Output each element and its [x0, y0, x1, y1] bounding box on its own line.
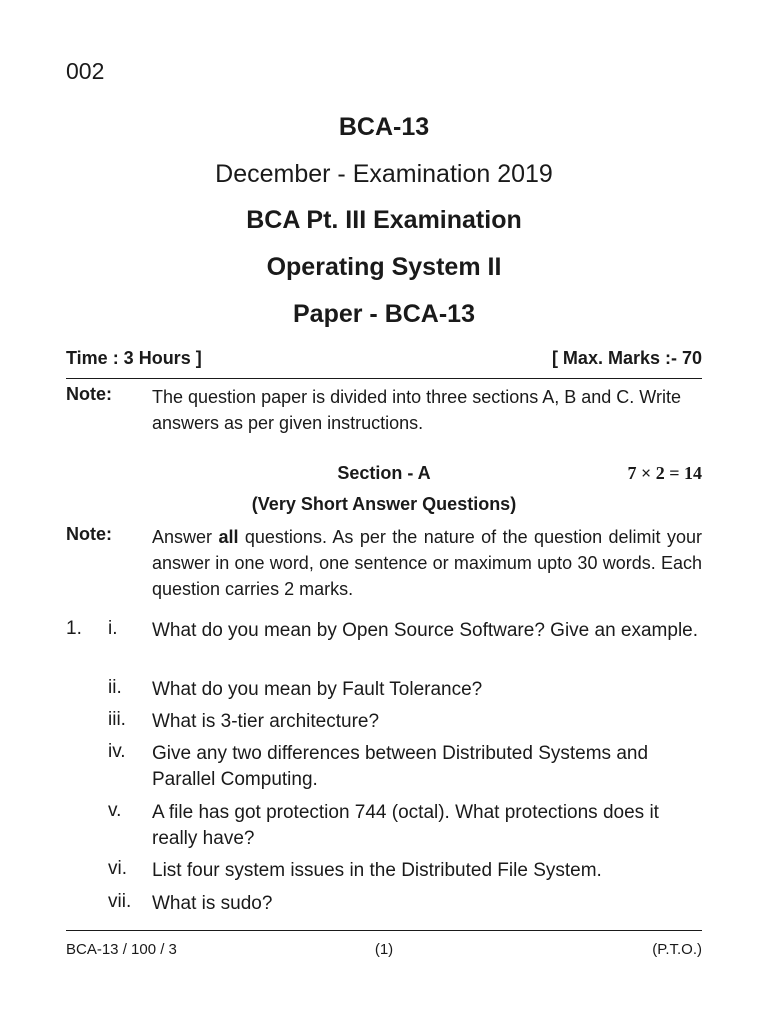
question-number: 1.: [66, 618, 82, 639]
question-item-num: vi.: [108, 858, 127, 879]
paper-code: 002: [66, 58, 105, 84]
question-item-num: iv.: [108, 741, 126, 762]
footer-divider: [66, 930, 702, 931]
time-allowed: Time : 3 Hours ]: [66, 348, 202, 368]
question-item-text: A file has got protection 744 (octal). What protections does it really have?: [152, 802, 659, 849]
course-name: BCA Pt. III Examination: [246, 206, 522, 234]
question-item-text: What do you mean by Fault Tolerance?: [152, 679, 483, 700]
exam-title: BCA-13: [338, 113, 430, 141]
general-note: The question paper is divided into three sections A, B and C. Write answers as per given instructions.: [152, 387, 681, 433]
question-item-text: What is 3-tier architecture?: [152, 711, 380, 732]
question-item-text: Give any two differences between Distributed Systems and Parallel Computing.: [152, 743, 649, 790]
exam-session: December - Examination 2019: [215, 160, 553, 188]
section-marks: 7 × 2 = 14: [627, 463, 702, 483]
question-item-num: ii.: [108, 677, 122, 698]
section-note-post: questions. As per the nature of the question delimit your answer in one word, one sentence or maximum upto 30 words. Each question carries 2 marks.: [152, 527, 702, 599]
section-note-bold: all: [218, 527, 239, 547]
section-note-pre: Answer: [152, 527, 219, 547]
note-label: Note:: [66, 384, 112, 404]
question-item-text: List four system issues in the Distributed File System.: [152, 860, 602, 881]
section-subtitle: (Very Short Answer Questions): [251, 494, 517, 514]
question-item-num: v.: [108, 800, 122, 821]
section-note: [152, 524, 702, 602]
subject-name: Operating System II: [266, 253, 502, 281]
page-number: (1): [374, 941, 394, 958]
section-title: Section - A: [337, 463, 431, 483]
section-note-label: Note:: [66, 524, 112, 544]
question-item-num: iii.: [108, 709, 126, 730]
question-item-text: What is sudo?: [152, 893, 273, 914]
footer-code: BCA-13 / 100 / 3: [66, 941, 177, 958]
question-item-num: vii.: [108, 891, 132, 912]
header-divider: [66, 378, 702, 379]
question-item-text: What do you mean by Open Source Software? Give an example.: [152, 620, 699, 641]
paper-name: Paper - BCA-13: [293, 300, 475, 328]
max-marks: [ Max. Marks :- 70: [551, 348, 702, 368]
question-item-num: i.: [108, 618, 118, 639]
page-turn-note: (P.T.O.): [652, 941, 702, 958]
